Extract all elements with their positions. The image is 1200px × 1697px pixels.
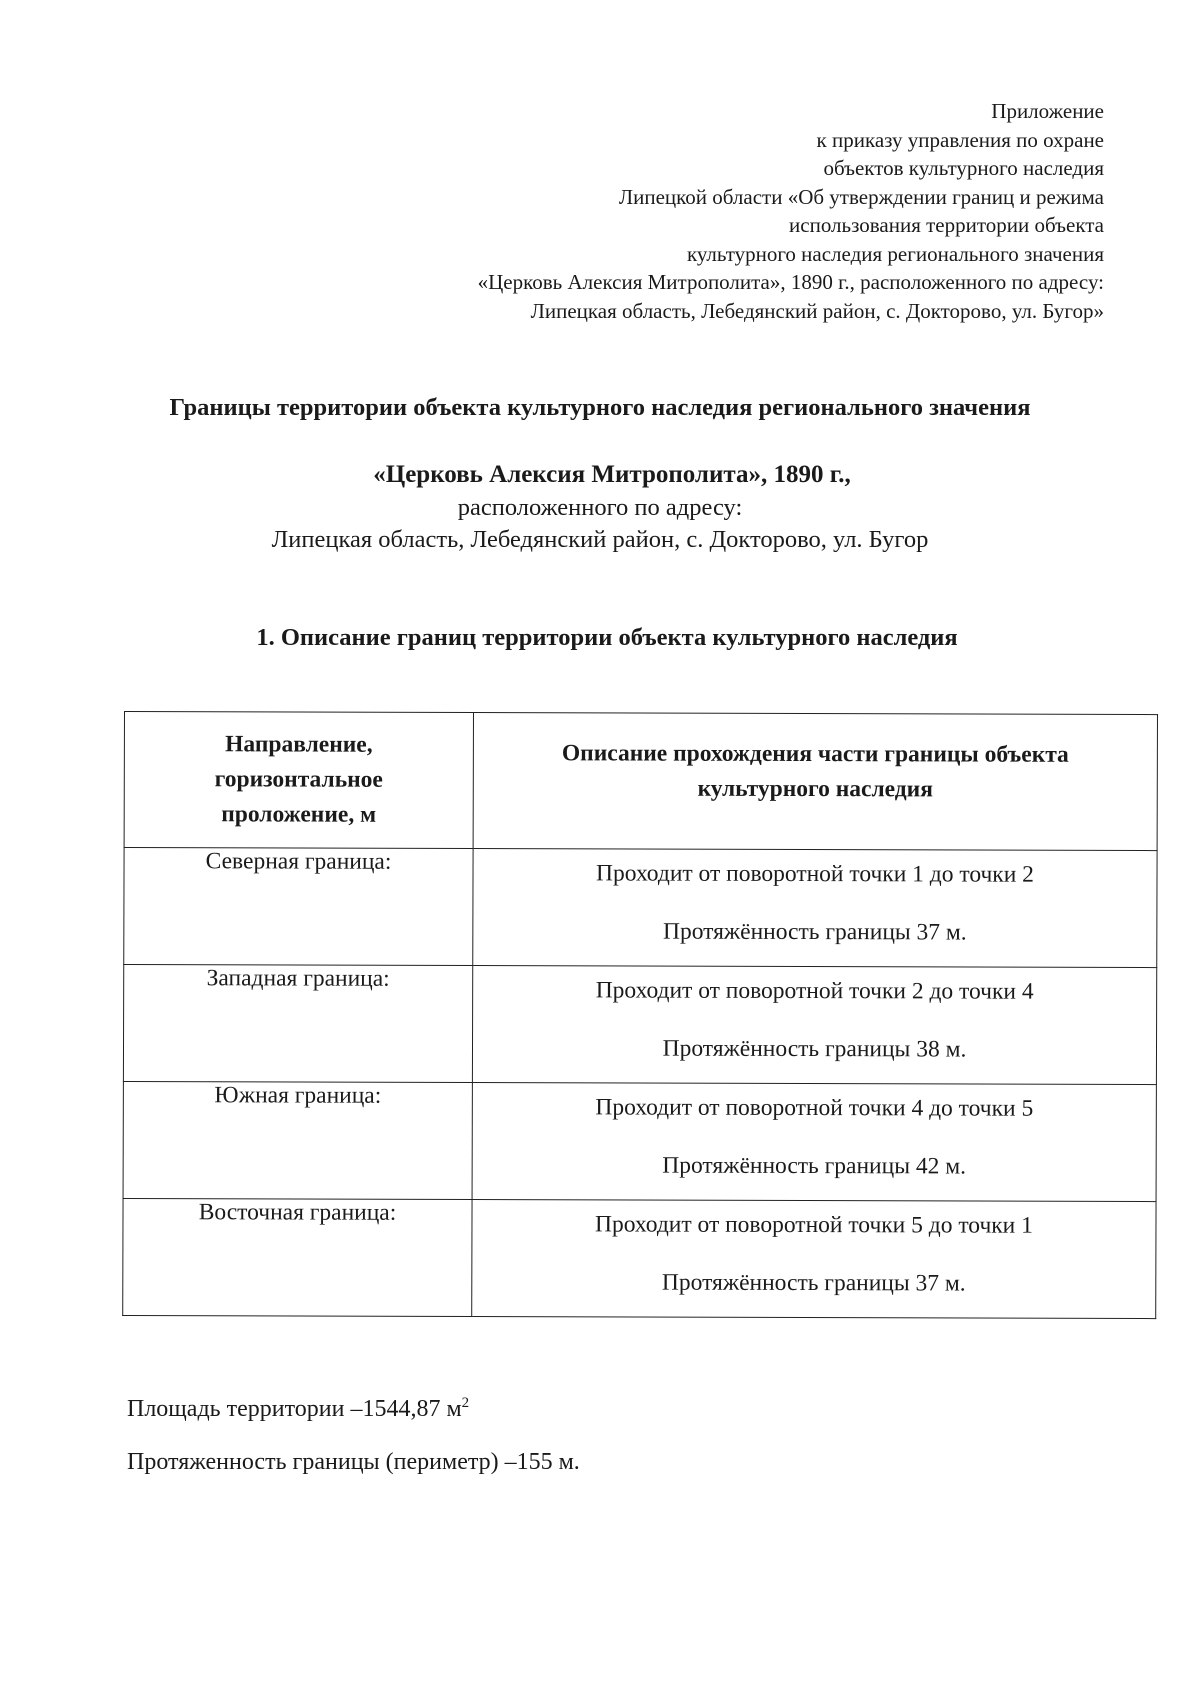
borders-table [122,711,1158,1319]
document-title: Границы территории объекта культурного наследия регионального значения [169,394,1031,421]
appendix-header [478,97,1104,325]
row-length: Протяжённость границы 38 м. [662,1035,967,1063]
header-direction [124,712,473,849]
row-length: Протяжённость границы 37 м. [662,918,967,946]
row-passes: Проходит от поворотной точки 4 до точки 5 [595,1094,1034,1122]
row-passes: Проходит от поворотной точки 1 до точки 2 [596,860,1034,888]
row-description [472,1083,1156,1202]
row-direction: Северная граница: [124,848,473,966]
territory-perimeter: Протяженность границы (периметр) –155 м. [127,1449,580,1475]
appendix-line: культурного наследия регионального значения [686,241,1104,266]
row-description [473,849,1157,968]
appendix-line: «Церковь Алексия Митрополита», 1890 г., расположенного по адресу: [477,270,1104,294]
object-name: «Церковь Алексия Митрополита», 1890 г., [373,461,851,488]
appendix-line: Липецкой области «Об утверждении границ и режима [618,184,1104,209]
table-row [123,1081,1156,1201]
table-row [123,965,1156,1085]
section-heading: 1. Описание границ территории объекта культурного наследия [256,624,958,651]
row-passes: Проходит от поворотной точки 5 до точки 1 [595,1211,1033,1239]
row-direction: Южная граница: [123,1081,472,1199]
object-located: расположенного по адресу: [457,494,743,521]
row-direction: Западная граница: [123,965,472,1083]
appendix-line: объектов культурного наследия [823,156,1104,180]
header-direction-text: Направление, горизонтальное проложение, м [214,731,383,828]
appendix-line: использования территории объекта [789,213,1104,237]
row-passes: Проходит от поворотной точки 2 до точки 4 [595,977,1034,1005]
row-length: Протяжённость границы 42 м. [662,1152,967,1180]
area-unit-power: 2 [461,1395,470,1411]
object-info [0,458,1200,556]
appendix-line: Липецкая область, Лебедянский район, с. Докторово, ул. Бугор» [530,298,1104,323]
table-row [123,1198,1156,1318]
table-header-row [124,712,1157,851]
table-row [124,848,1157,968]
row-direction: Восточная граница: [123,1198,472,1316]
row-description [472,966,1156,1085]
object-address: Липецкая область, Лебедянский район, с. Докторово, ул. Бугор [271,526,929,553]
territory-area [127,1388,469,1424]
header-description [473,713,1157,851]
header-description-text: Описание прохождения части границы объекта культурного наследия [561,739,1069,802]
appendix-line: к приказу управления по охране [816,127,1104,152]
appendix-line: Приложение [991,99,1104,123]
row-description [472,1200,1156,1319]
row-length: Протяжённость границы 37 м. [661,1269,966,1297]
territory-area-text: Площадь территории –1544,87 м [127,1396,462,1422]
